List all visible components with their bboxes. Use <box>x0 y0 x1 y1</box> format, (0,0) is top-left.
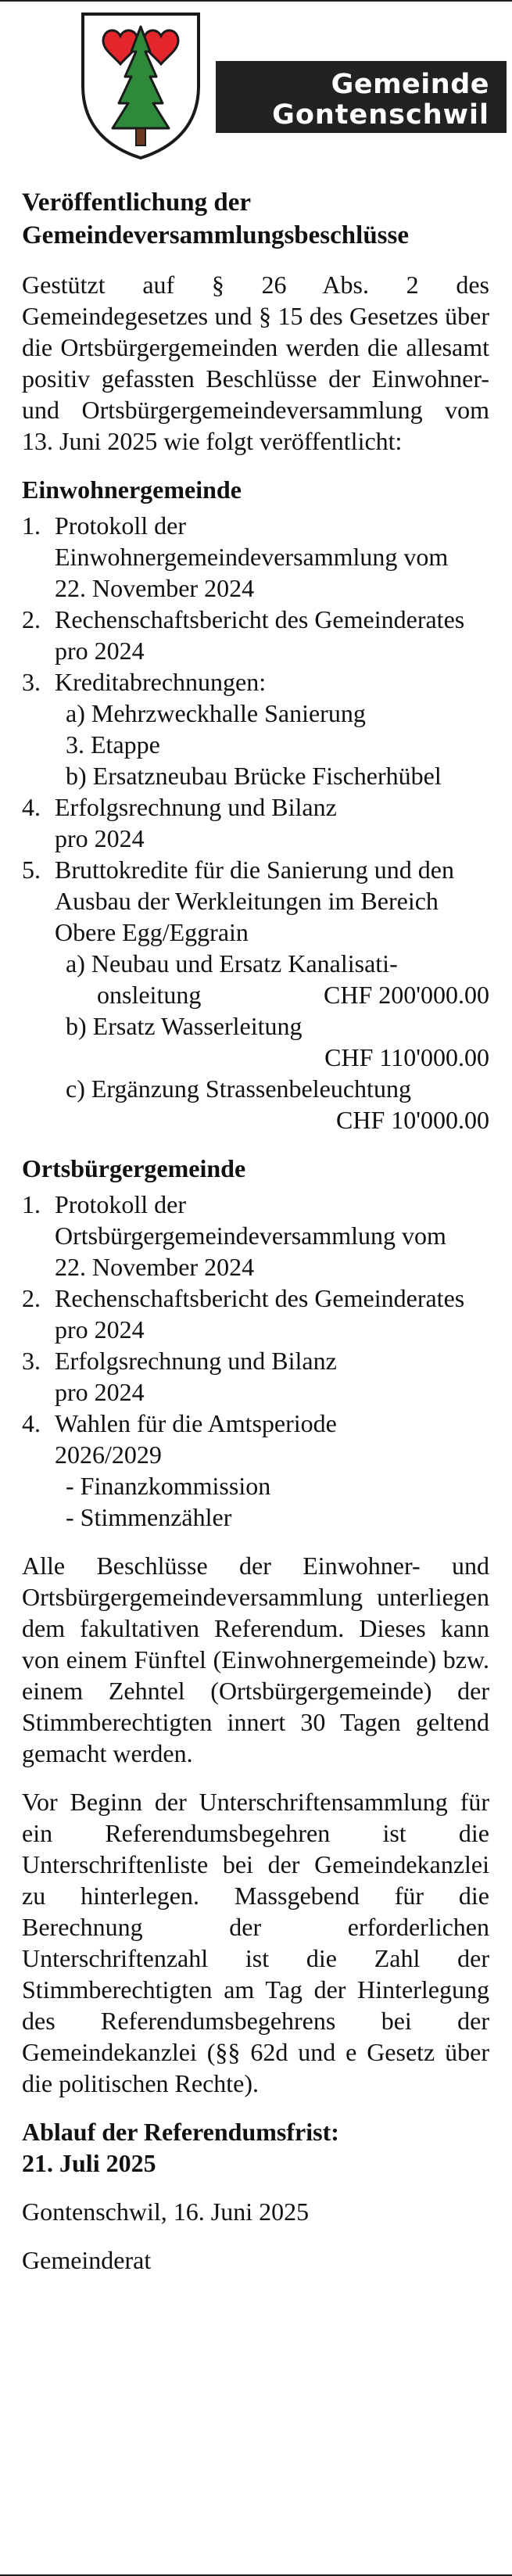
item-number: 2. <box>22 605 41 633</box>
credit-a-row <box>55 979 489 1010</box>
deadline-date: 21. Juli 2025 <box>22 2149 156 2177</box>
banner-line-2: Gontenschwil <box>272 99 489 131</box>
item-number: 5. <box>22 856 41 884</box>
section-heading-ortsbuergergemeinde: Ortsbürgergemeinde <box>22 1154 246 1182</box>
top-rule <box>0 0 512 2</box>
item-line: 22. November 2024 <box>55 1253 255 1281</box>
item-line: Wahlen für die Amtsperiode <box>55 1409 337 1437</box>
article-title: Veröffentlichung der Gemeindeversammlungsbeschlüsse <box>22 188 409 249</box>
list-item <box>22 1283 489 1345</box>
credit-a-label-cont: onsleitung <box>97 981 202 1009</box>
credit-c-label: c) Ergänzung Strassenbeleuchtung <box>66 1075 411 1103</box>
list-item <box>22 604 489 666</box>
item-line: 2026/2029 <box>55 1440 162 1469</box>
intro-paragraph: Gestützt auf § 26 Abs. 2 des Gemeindegesetzes und § 15 des Gesetzes über die Ortsbürgergemeinden werden die allesamt positiv gefassten Beschlüsse der Einwohner- und Ortsbürgergemeindeversammlung vom 13. Juni 2025 wie folgt veröffentlicht: <box>22 271 489 455</box>
credit-b-label: b) Ersatz Wasserleitung <box>66 1012 303 1040</box>
item-line: Bruttokredite für die Sanierung und den Ausbau der Werkleitungen im Bereich Obere Egg/Eggrain <box>55 856 454 946</box>
item-text <box>55 1345 489 1408</box>
item-text <box>55 791 489 854</box>
item-line: Protokoll der Ortsbürgergemeindeversammlung vom <box>55 1190 446 1250</box>
article <box>22 186 489 2293</box>
municipality-banner <box>216 61 507 133</box>
einwohner-list <box>22 510 489 1136</box>
list-item <box>22 1345 489 1408</box>
item-line: Protokoll der Einwohnergemeindeversammlung vom <box>55 511 449 571</box>
signature-collection-paragraph: Vor Beginn der Unterschriftensammlung für ein Referendumsbegehren ist die Unterschriftenliste bei der Gemeindekanzlei zu hinterlegen. Massgebend für die Berechnung der erforderlichen Unterschriftenzahl ist die Zahl der Stimmberechtigten am Tag der Hinterlegung des Referendumsbegehrens bei der Gemeindekanzlei (§§ 62d und e Gesetz über die politischen Rechte). <box>22 1788 489 2097</box>
item-line: Erfolgsrechnung und Bilanz <box>55 1347 337 1375</box>
credit-a-label: a) Neubau und Ersatz Kanalisati- <box>66 949 398 978</box>
item-line: 22. November 2024 <box>55 574 255 602</box>
sub-item: b) Ersatzneubau Brücke Fischerhübel <box>66 762 442 790</box>
list-item <box>22 1189 489 1283</box>
item-number: 4. <box>22 1409 41 1437</box>
sub-item: - Finanzkommission <box>66 1472 271 1500</box>
item-line: pro 2024 <box>55 1378 145 1406</box>
item-text <box>55 510 489 604</box>
section-heading-einwohnergemeinde: Einwohnergemeinde <box>22 475 242 504</box>
item-text <box>55 1408 489 1533</box>
place-date: Gontenschwil, 16. Juni 2025 <box>22 2197 310 2226</box>
item-number: 2. <box>22 1284 41 1312</box>
sub-item: 3. Etappe <box>66 730 160 759</box>
item-number: 1. <box>22 1190 41 1218</box>
item-text <box>55 666 489 791</box>
deadline-label: Ablauf der Referendumsfrist: <box>22 2118 339 2146</box>
item-text <box>55 854 489 1136</box>
item-line: Erfolgsrechnung und Bilanz <box>55 793 337 821</box>
credit-c-amount: CHF 10'000.00 <box>335 1106 489 1134</box>
item-text <box>55 1189 489 1283</box>
list-item <box>22 854 489 1136</box>
list-item <box>22 1408 489 1533</box>
banner-line-1: Gemeinde <box>331 69 489 100</box>
list-item <box>22 791 489 854</box>
masthead <box>20 11 509 161</box>
signatory: Gemeinderat <box>22 2246 152 2274</box>
item-line: pro 2024 <box>55 824 145 852</box>
sub-item: - Stimmenzähler <box>66 1503 232 1531</box>
coat-of-arms <box>80 11 202 160</box>
item-number: 3. <box>22 668 41 696</box>
list-item <box>22 666 489 791</box>
item-number: 4. <box>22 793 41 821</box>
item-number: 1. <box>22 511 41 540</box>
credit-a-amount: CHF 200'000.00 <box>323 981 489 1009</box>
referendum-paragraph: Alle Beschlüsse der Einwohner- und Ortsbürgergemeindeversammlung unterliegen dem fakultativen Referendum. Dieses kann von einem Fünftel (Einwohnergemeinde) bzw. einem Zehntel (Ortsbürgergemeinde) der Stimmberechtigten innert 30 Tagen geltend gemacht werden. <box>22 1552 489 1767</box>
item-text: Rechenschaftsbericht des Gemeinderates pro 2024 <box>55 1284 465 1344</box>
list-item <box>22 510 489 604</box>
item-line: Kreditabrechnungen: <box>55 668 267 696</box>
item-text: Rechenschaftsbericht des Gemeinderates pro 2024 <box>55 605 465 665</box>
credit-b-amount: CHF 110'000.00 <box>324 1043 489 1071</box>
item-number: 3. <box>22 1347 41 1375</box>
sub-item: a) Mehrzweckhalle Sanierung <box>66 699 366 727</box>
ortsbuerger-list <box>22 1189 489 1533</box>
